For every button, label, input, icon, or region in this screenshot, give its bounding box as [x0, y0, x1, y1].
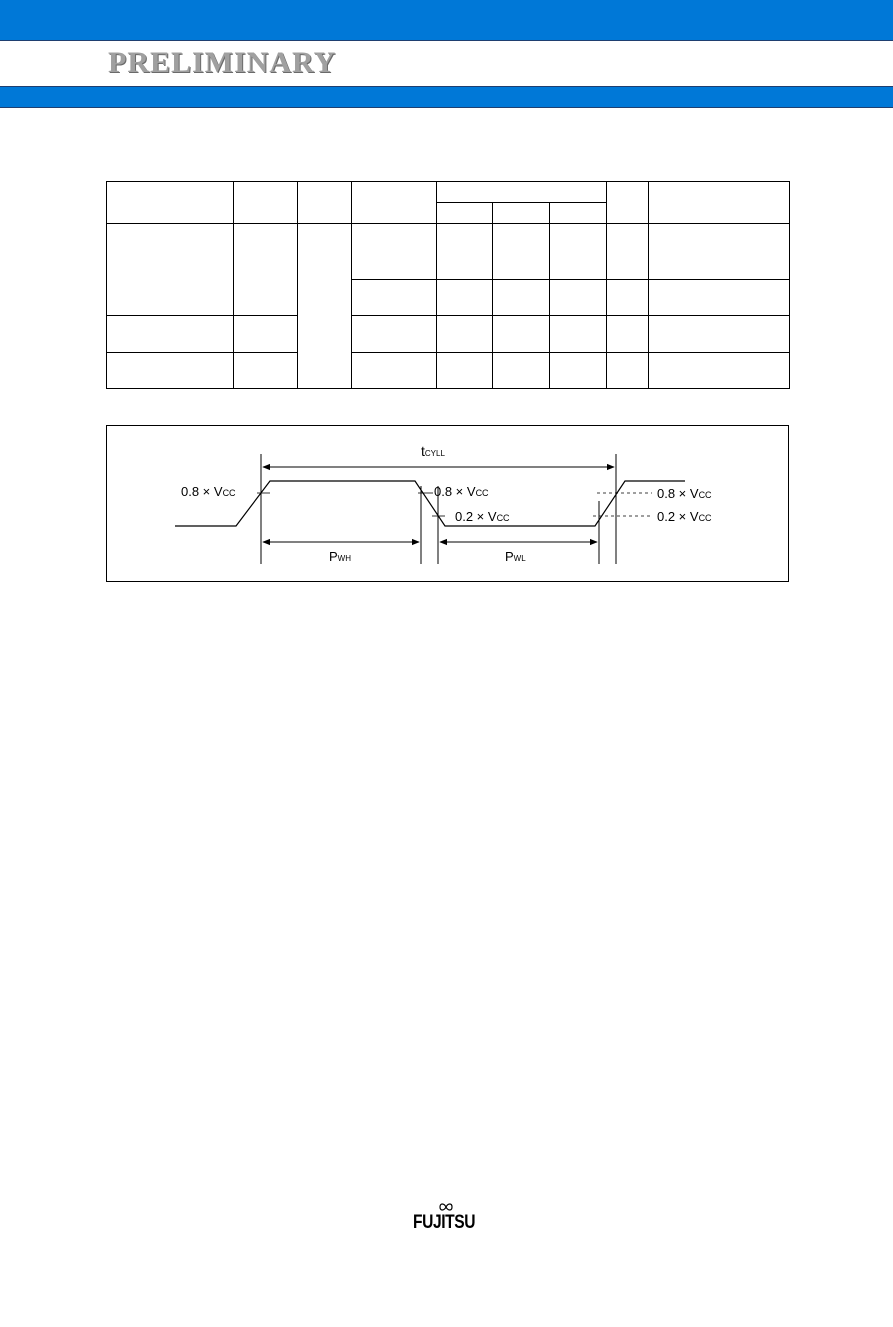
table-cell — [607, 182, 649, 224]
spec-table — [106, 181, 790, 389]
table-cell — [550, 353, 607, 389]
table-header-row — [107, 182, 790, 203]
cycle-label: tCYLL — [421, 443, 445, 459]
table-cell — [607, 280, 649, 316]
table-row — [107, 353, 790, 389]
label-08-left: 0.8 × VCC — [181, 484, 236, 499]
table-cell — [352, 353, 437, 389]
table-cell — [493, 224, 550, 280]
table-cell — [550, 316, 607, 353]
fujitsu-logo — [413, 1200, 483, 1240]
pwh-label: PWH — [329, 549, 351, 564]
label-08-right: 0.8 × VCC — [657, 486, 712, 501]
table-cell — [437, 224, 493, 280]
table-cell — [550, 203, 607, 224]
table-cell — [234, 353, 298, 389]
table-cell — [607, 316, 649, 353]
table-cell — [352, 280, 437, 316]
table-cell — [234, 182, 298, 224]
table-cell — [234, 224, 298, 316]
table-cell — [493, 316, 550, 353]
table-cell — [493, 203, 550, 224]
table-cell — [107, 316, 234, 353]
table-cell — [352, 316, 437, 353]
header-rule-bar — [0, 86, 893, 108]
table-cell — [234, 316, 298, 353]
table-cell — [607, 224, 649, 280]
table-row — [107, 224, 790, 280]
table-cell — [298, 224, 352, 389]
logo-text: FUJITSU — [413, 1212, 476, 1233]
table-cell — [493, 353, 550, 389]
table-cell — [352, 224, 437, 280]
table-cell — [437, 203, 493, 224]
table-cell — [649, 316, 790, 353]
table-cell — [550, 224, 607, 280]
table-cell — [649, 182, 790, 224]
table-cell — [493, 280, 550, 316]
table-row — [107, 316, 790, 353]
pwl-label: PWL — [505, 549, 526, 564]
table-cell — [437, 316, 493, 353]
table-cell — [607, 353, 649, 389]
table-cell — [437, 182, 607, 203]
table-cell — [437, 280, 493, 316]
clock-waveform — [175, 481, 685, 526]
table-cell — [352, 182, 437, 224]
timing-diagram-svg — [107, 426, 790, 583]
table-cell — [649, 224, 790, 280]
label-02-mid: 0.2 × VCC — [455, 509, 510, 524]
table-cell — [649, 353, 790, 389]
table-cell — [107, 224, 234, 316]
table-cell — [107, 182, 234, 224]
table-cell — [649, 280, 790, 316]
top-banner-bar — [0, 0, 893, 41]
table-cell — [298, 182, 352, 224]
table-cell — [437, 353, 493, 389]
label-08-mid: 0.8 × VCC — [434, 484, 489, 499]
label-02-right: 0.2 × VCC — [657, 509, 712, 524]
table-cell — [550, 280, 607, 316]
timing-diagram — [106, 425, 789, 582]
preliminary-banner: PRELIMINARY — [108, 46, 337, 79]
table-cell — [107, 353, 234, 389]
